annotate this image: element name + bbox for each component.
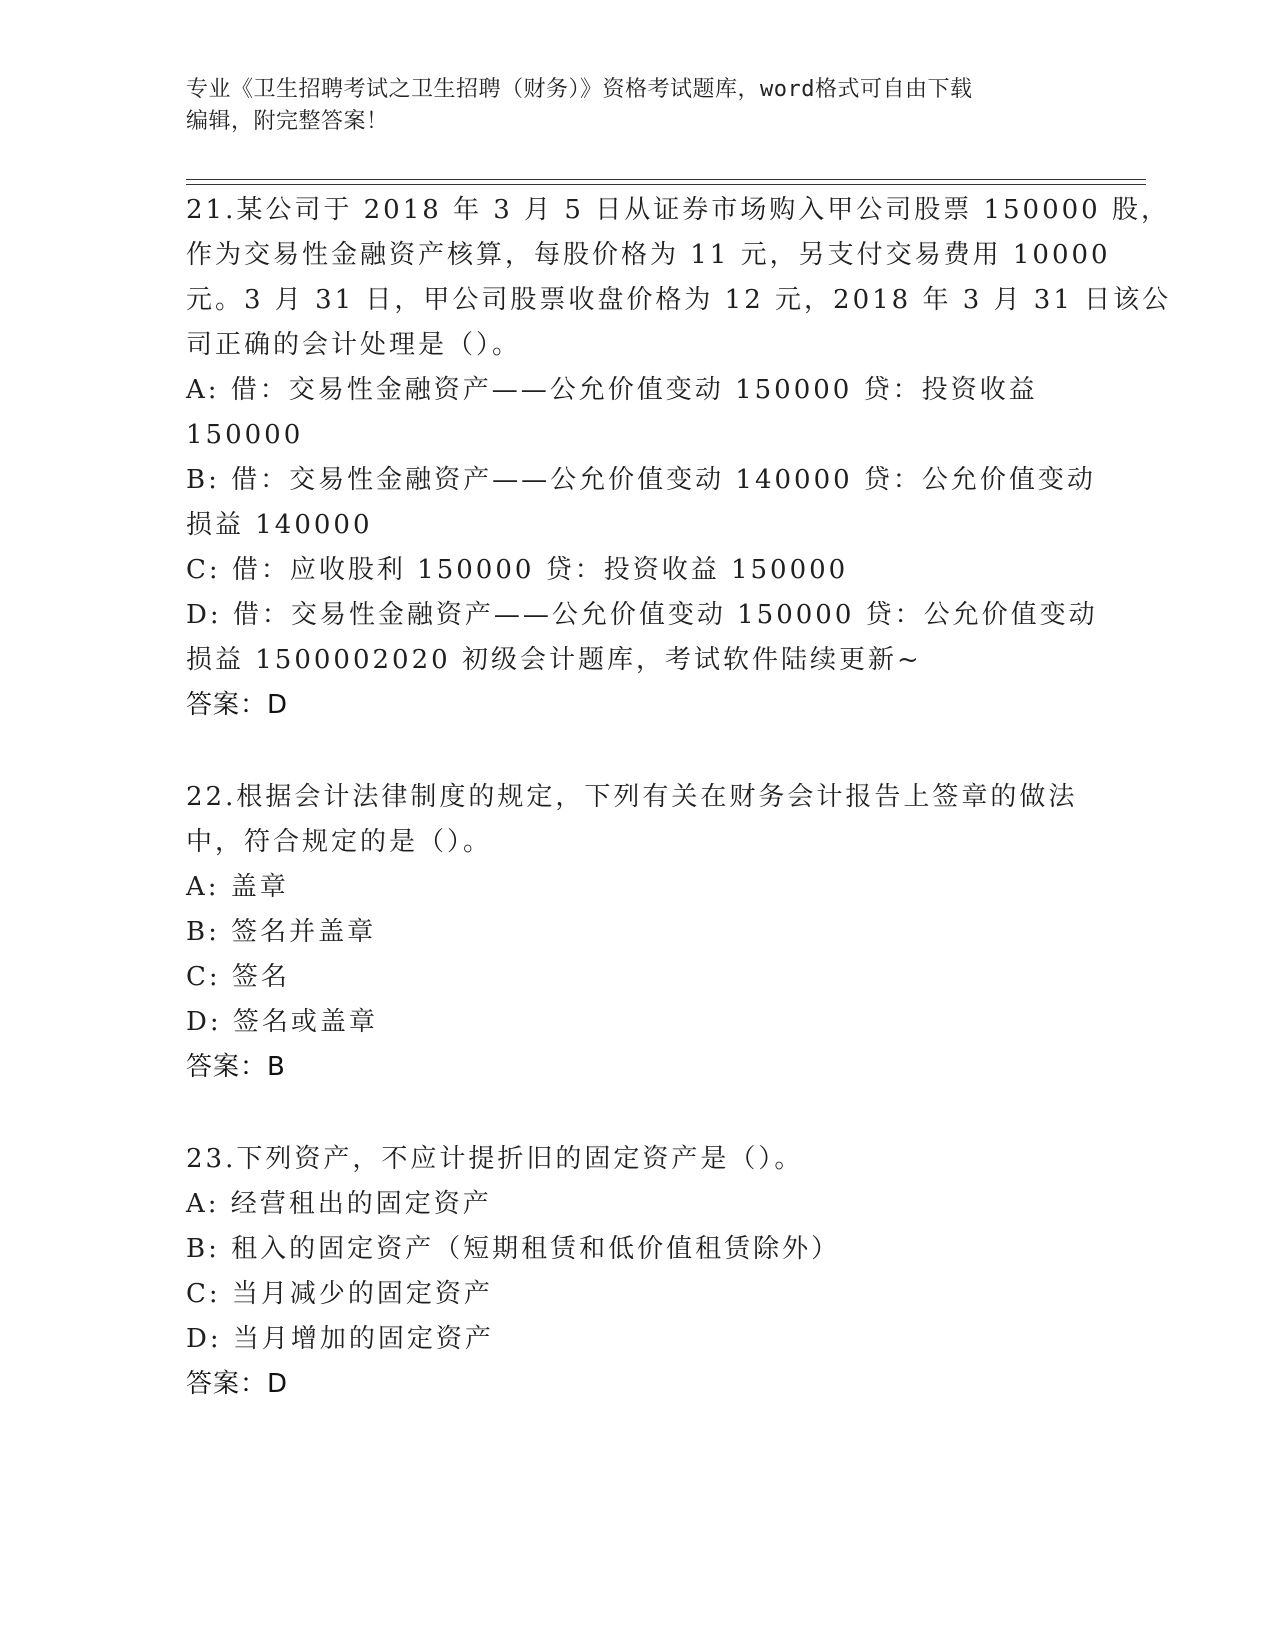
question-21-option-c: C: 借：应收股利 150000 贷：投资收益 150000 — [186, 555, 849, 585]
header-divider-bottom — [186, 184, 1146, 185]
header-line-2: 编辑，附完整答案！ — [186, 109, 389, 134]
header-line-1: 专业《卫生招聘考试之卫生招聘（财务）》资格考试题库，word格式可自由下载 — [186, 77, 973, 102]
question-21 — [186, 188, 1172, 728]
question-23-option-a: A: 经营租出的固定资产 — [186, 1189, 492, 1219]
question-23-option-c: C: 当月减少的固定资产 — [186, 1279, 493, 1309]
question-22-answer: 答案：B — [186, 1052, 286, 1082]
question-21-option-b-cont: 损益 140000 — [186, 510, 373, 540]
question-21-option-a-cont: 150000 — [186, 420, 304, 450]
question-22-option-c: C: 签名 — [186, 962, 290, 992]
question-21-option-a: A: 借：交易性金融资产——公允价值变动 150000 贷：投资收益 — [186, 375, 1038, 405]
question-23-answer: 答案：D — [186, 1369, 289, 1399]
question-21-option-b: B: 借：交易性金融资产——公允价值变动 140000 贷：公允价值变动 — [186, 465, 1096, 495]
question-22 — [186, 775, 1086, 1090]
question-21-answer: 答案：D — [186, 690, 289, 720]
question-23-option-b: B: 租入的固定资产（短期租赁和低价值租赁除外） — [186, 1234, 841, 1264]
header-divider-top — [186, 179, 1146, 180]
question-21-stem-line-3: 元。3 月 31 日，甲公司股票收盘价格为 12 元，2018 年 3 月 31 日该公 — [186, 285, 1172, 315]
question-21-stem-line-4: 司正确的会计处理是（）。 — [186, 330, 522, 360]
question-22-option-b: B: 签名并盖章 — [186, 917, 377, 947]
question-22-stem-line-1: 22.根据会计法律制度的规定，下列有关在财务会计报告上签章的做法 — [186, 782, 1078, 812]
question-23-stem-line-1: 23.下列资产，不应计提折旧的固定资产是（）。 — [186, 1144, 804, 1174]
question-21-stem-line-1: 21.某公司于 2018 年 3 月 5 日从证券市场购入甲公司股票 150000 股， — [186, 195, 1170, 225]
question-21-stem-line-2: 作为交易性金融资产核算，每股价格为 11 元，另支付交易费用 10000 — [186, 240, 1111, 270]
question-22-option-a: A: 盖章 — [186, 872, 289, 902]
question-21-option-d: D: 借：交易性金融资产——公允价值变动 150000 贷：公允价值变动 — [186, 600, 1098, 630]
question-23 — [186, 1137, 1086, 1407]
document-header — [186, 74, 1066, 138]
question-21-option-d-cont: 损益 1500002020 初级会计题库，考试软件陆续更新~ — [186, 645, 922, 675]
question-22-option-d: D: 签名或盖章 — [186, 1007, 378, 1037]
question-22-stem-line-2: 中，符合规定的是（）。 — [186, 827, 493, 857]
question-23-option-d: D: 当月增加的固定资产 — [186, 1324, 494, 1354]
